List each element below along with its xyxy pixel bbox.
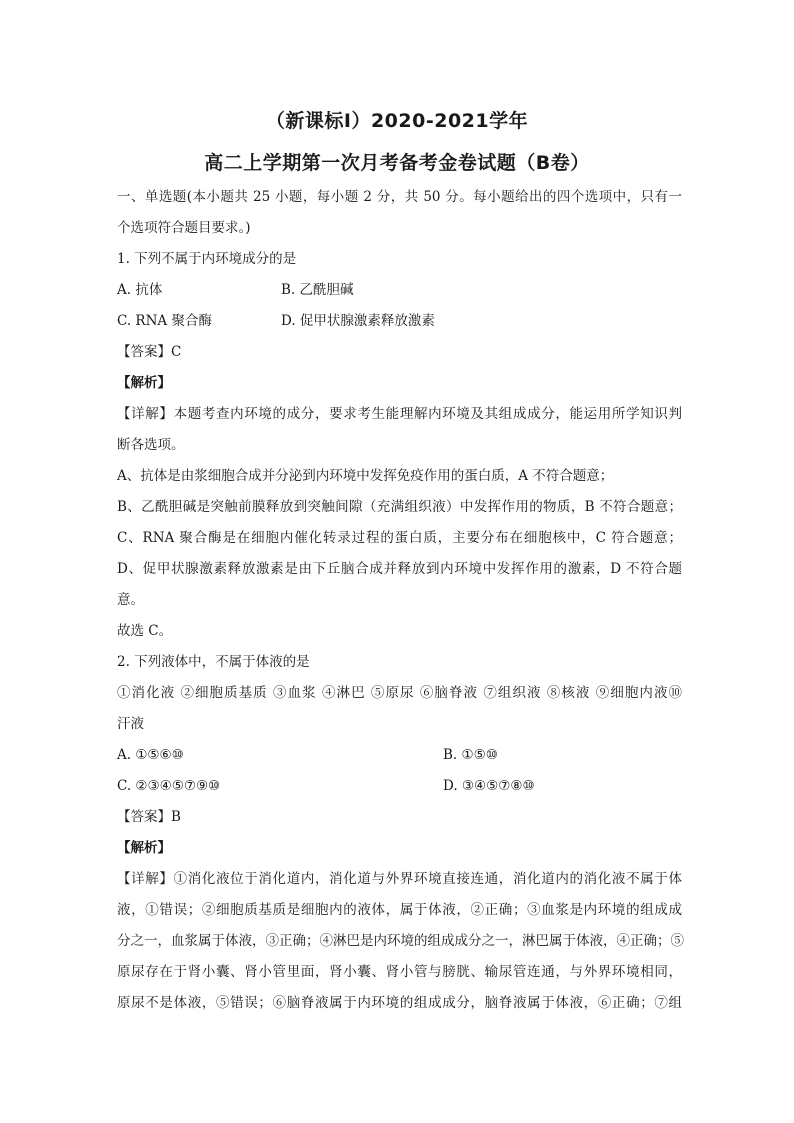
q2-option-b: B. ①⑤⑩: [443, 747, 498, 763]
q1-detail-line: 【详解】本题考查内环境的成分，要求考生能理解内环境及其组成成分，能运用所学知识判: [117, 406, 682, 422]
q1-detail-line: 意。: [117, 592, 144, 608]
q1-answer: 【答案】C: [117, 344, 182, 360]
q2-detail-line: 【详解】①消化液位于消化道内，消化道与外界环境直接连通，消化道内的消化液不属于体: [117, 871, 682, 887]
q2-detail-line: 原尿存在于肾小囊、肾小管里面，肾小囊、肾小管与膀胱、输尿管连通，与外界环境相同，: [117, 964, 682, 980]
q1-detail-line: C、RNA 聚合酶是在细胞内催化转录过程的蛋白质，主要分布在细胞核中，C 符合题意；: [117, 530, 682, 546]
question-2-stem: 2. 下列液体中，不属于体液的是: [117, 654, 310, 670]
q1-detail-line: D、促甲状腺激素释放激素是由下丘脑合成并释放到内环境中发挥作用的激素，D 不符合题: [117, 561, 682, 577]
q1-option-b: B. 乙酰胆碱: [281, 282, 354, 298]
q2-items-line: 汗液: [117, 716, 144, 732]
q1-detail-line: A、抗体是由浆细胞合成并分泌到内环境中发挥免疫作用的蛋白质，A 不符合题意；: [117, 468, 614, 484]
q2-answer: 【答案】B: [117, 809, 181, 825]
q2-items-line: ①消化液 ②细胞质基质 ③血浆 ④淋巴 ⑤原尿 ⑥脑脊液 ⑦组织液 ⑧核液 ⑨细胞内液⑩: [117, 685, 682, 701]
q2-detail-line: 原尿不是体液，⑤错误；⑥脑脊液属于内环境的组成成分，脑脊液属于体液，⑥正确；⑦组: [117, 995, 682, 1011]
q1-option-a: A. 抗体: [117, 282, 163, 298]
q2-detail-line: 分之一，血浆属于体液，③正确；④淋巴是内环境的组成成分之一，淋巴属于体液，④正确；⑤: [117, 933, 684, 949]
q1-option-d: D. 促甲状腺激素释放激素: [281, 313, 435, 329]
section-intro-line: 个选项符合题目要求。): [117, 220, 251, 236]
q1-analysis-label: 【解析】: [117, 375, 171, 391]
q2-option-a: A. ①⑤⑥⑩: [117, 747, 184, 763]
section-intro-line: 一、单选题(本小题共 25 小题，每小题 2 分，共 50 分。每小题给出的四个选项中，只有一: [117, 189, 682, 205]
q2-option-c: C. ②③④⑤⑦⑨⑩: [117, 778, 221, 794]
q1-detail-line: 断各选项。: [117, 437, 185, 453]
q1-option-c: C. RNA 聚合酶: [117, 313, 212, 329]
exam-title-line1: （新课标Ⅰ）2020-2021学年: [265, 110, 529, 132]
question-1-stem: 1. 下列不属于内环境成分的是: [117, 251, 297, 267]
q1-detail-line: 故选 C。: [117, 623, 173, 639]
exam-title-line2: 高二上学期第一次月考备考金卷试题（B卷）: [204, 152, 590, 174]
q2-option-d: D. ③④⑤⑦⑧⑩: [443, 778, 535, 794]
q1-detail-line: B、乙酰胆碱是突触前膜释放到突触间隙（充满组织液）中发挥作用的物质，B 不符合题意；: [117, 499, 682, 515]
q2-analysis-label: 【解析】: [117, 840, 171, 856]
q2-detail-line: 液，①错误；②细胞质基质是细胞内的液体，属于体液，②正确；③血浆是内环境的组成成: [117, 902, 682, 918]
